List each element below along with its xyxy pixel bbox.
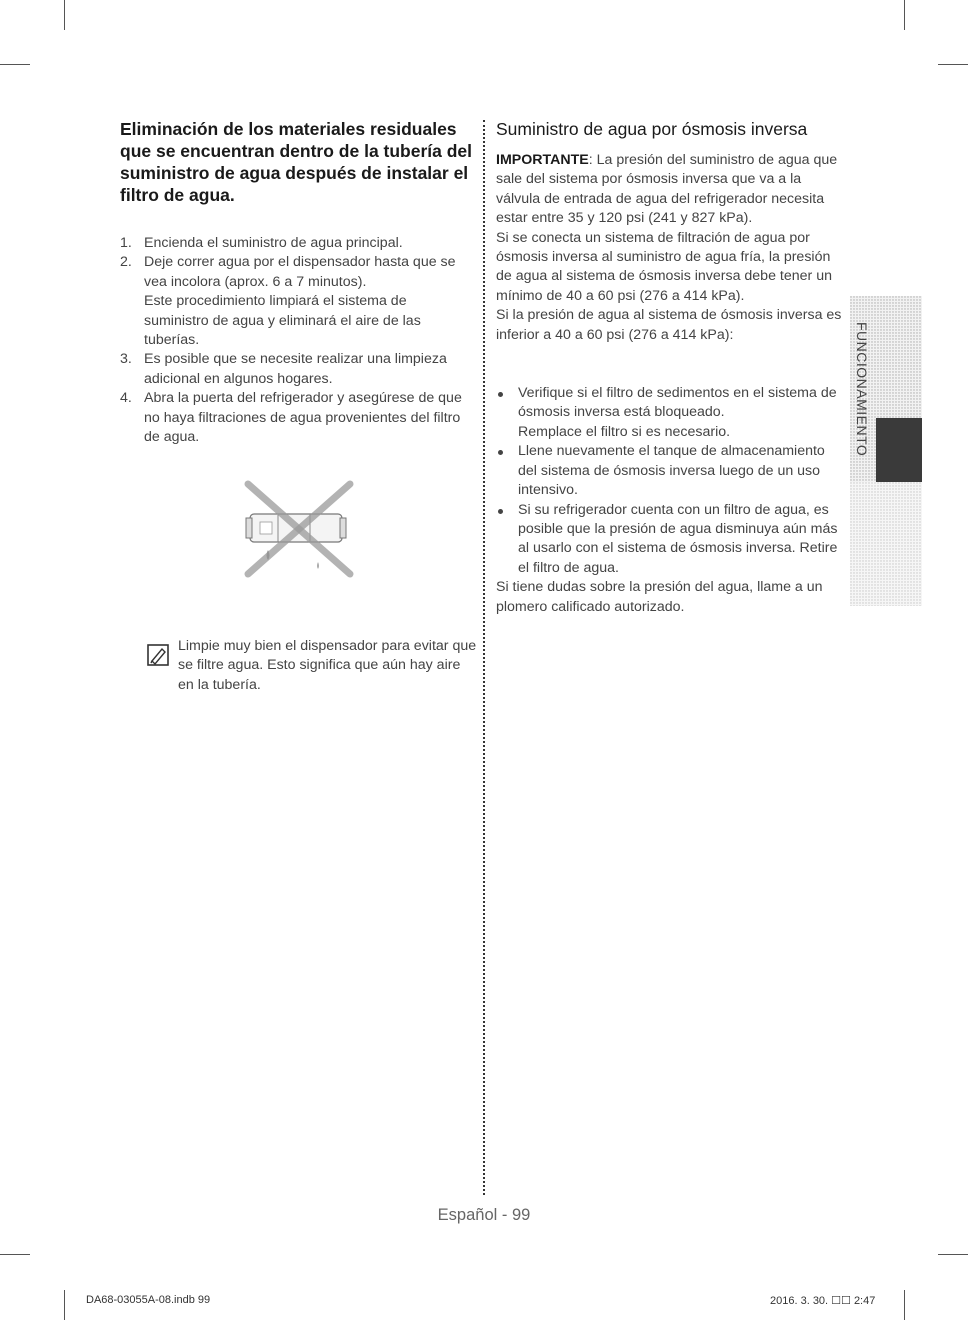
list-item — [120, 253, 475, 350]
bullet-text: Verifique si el filtro de sedimentos en el sistema de ósmosis inversa está bloqueado. — [518, 385, 837, 421]
step-text: Es posible que se necesite realizar una limpieza adicional en algunos hogares. — [144, 351, 447, 387]
paragraph: Si la presión de agua al sistema de ósmosis inversa es inferior a 40 a 60 psi (276 a 414 kPa): — [496, 307, 842, 343]
section-heading-left: Eliminación de los materiales residuales que se encuentran dentro de la tubería del suministro de agua después de instalar el filtro de agua. — [120, 119, 473, 205]
step-number: 4. — [120, 390, 132, 407]
section-heading-right: Suministro de agua por ósmosis inversa — [496, 119, 808, 139]
step-text: Abra la puerta del refrigerador y asegúrese de que no haya filtraciones de agua provenientes del filtro de agua. — [144, 390, 462, 446]
right-column-content — [496, 151, 846, 617]
bullet-list — [496, 384, 846, 578]
step-number: 2. — [120, 254, 132, 271]
note-pencil-icon — [146, 643, 170, 667]
important-text: : La presión del suministro de agua que sale del sistema por ósmosis inversa que va a la válvula de entrada de agua del refrigerador necesita estar entre 35 y 120 psi (241 y 827 kPa). — [496, 152, 838, 227]
crop-mark — [64, 0, 65, 30]
steps-list — [120, 234, 475, 447]
crossed-out-filter-icon — [238, 478, 358, 578]
list-item — [120, 350, 475, 389]
chapter-tab-label: FUNCIONAMIENTO — [854, 321, 870, 457]
important-paragraph — [496, 151, 846, 229]
print-timestamp: 2016. 3. 30. ☐☐ 2:47 — [770, 1295, 876, 1307]
list-item — [120, 389, 475, 447]
crop-mark — [938, 1254, 968, 1255]
important-label: IMPORTANTE — [496, 152, 589, 168]
step-number: 3. — [120, 351, 132, 368]
column-divider — [483, 120, 485, 1195]
step-extra-text: Este procedimiento limpiará el sistema de suministro de agua y eliminará el aire de las tuberías. — [144, 293, 421, 349]
page-number: Español - 99 — [437, 1206, 531, 1224]
crop-mark — [938, 64, 968, 65]
paragraph: Si se conecta un sistema de filtración de agua por ósmosis inversa al suministro de agua fría, la presión de agua al sistema de ósmosis inversa debe tener un mínimo de 40 a 60 psi (276 a 414 kPa). — [496, 229, 832, 304]
list-item — [496, 384, 846, 442]
list-item — [496, 442, 846, 500]
crop-mark — [0, 1254, 30, 1255]
list-item — [496, 501, 846, 579]
step-text: Encienda el suministro de agua principal. — [144, 235, 403, 251]
paragraph: Si tiene dudas sobre la presión del agua, llame a un plomero calificado autorizado. — [496, 579, 823, 615]
bullet-text: Llene nuevamente el tanque de almacenamiento del sistema de ósmosis inversa luego de un uso intensivo. — [518, 443, 825, 499]
print-file-info: DA68-03055A-08.indb 99 — [86, 1294, 211, 1306]
list-item — [120, 234, 475, 253]
crop-mark — [904, 0, 905, 30]
spacer — [496, 345, 846, 384]
bullet-text: Si su refrigerador cuenta con un filtro de agua, es posible que la presión de agua disminuya aún más al usarlo con el sistema de ósmosis inversa. Retire el filtro de agua. — [518, 501, 838, 576]
step-number: 1. — [120, 235, 132, 251]
crop-mark — [904, 1290, 905, 1320]
bullet-extra-text: Remplace el filtro si es necesario. — [518, 423, 731, 440]
step-text: Deje correr agua por el dispensador hasta que se vea incolora (aprox. 6 a 7 minutos). — [144, 254, 456, 290]
crop-mark — [64, 1290, 65, 1320]
note-text: Limpie muy bien el dispensador para evitar que se filtre agua. Esto significa que aún hay aire en la tubería. — [178, 638, 477, 693]
crop-mark — [0, 64, 30, 65]
